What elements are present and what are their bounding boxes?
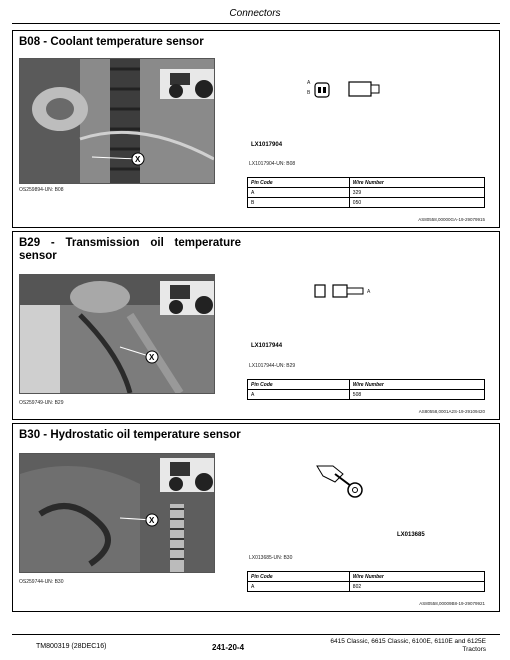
part-number: LX013685 (397, 532, 425, 538)
photo-caption: OS259749-UN: B29 (19, 400, 64, 406)
part-number: LX1017904 (251, 142, 283, 148)
part-caption: LX013685-UN: B30 (249, 555, 293, 561)
photo-b29 (19, 274, 215, 394)
pin-table (247, 571, 485, 592)
col-wire-header: Wire Number (349, 178, 484, 188)
connector-icon (305, 77, 385, 103)
section-title: B08 - Coolant temperature sensor (19, 36, 204, 48)
part-caption: LX1017944-UN: B29 (249, 363, 296, 369)
col-pin-header: Pin Code (248, 380, 350, 390)
table-row: A 329 (248, 188, 485, 198)
pin-table (247, 177, 485, 208)
part-caption: LX1017904-UN: B08 (249, 161, 296, 167)
section-b29 (12, 231, 500, 420)
models-line1: 6415 Classic, 6615 Classic, 6100E, 6110E and 6125E (330, 638, 486, 645)
part-number: LX1017944 (251, 343, 283, 349)
photo-b08 (19, 58, 215, 184)
reference-code: AS80558,00000GA-19-29079915 (418, 217, 485, 222)
photo-caption: OS259894-UN: B08 (19, 187, 64, 193)
photo-b30 (19, 453, 215, 573)
connector-icon (313, 282, 383, 302)
ring-terminal-icon (313, 460, 369, 500)
table-row: B 050 (248, 198, 485, 208)
page-header: Connectors (229, 8, 281, 19)
col-pin-header: Pin Code (248, 178, 350, 188)
footer-rule (12, 634, 500, 635)
pin-table (247, 379, 485, 400)
page-number: 241-20-4 (212, 643, 245, 652)
models-text (306, 638, 486, 654)
svg-text:X: X (149, 353, 155, 362)
svg-text:X: X (149, 516, 155, 525)
table-row: A 508 (248, 390, 485, 400)
section-title-line1: B29 - Transmission oil temperature (19, 237, 241, 249)
doc-code: TM800319 (28DEC16) (36, 643, 107, 650)
photo-caption: OS259744-UN: B30 (19, 579, 64, 585)
col-wire-header: Wire Number (349, 380, 484, 390)
header-rule (12, 23, 500, 24)
pin-label: B (307, 90, 311, 96)
section-title: B30 - Hydrostatic oil temperature sensor (19, 429, 241, 441)
svg-text:X: X (135, 155, 141, 164)
table-row: A 802 (248, 582, 485, 592)
reference-code: AS80558,00009B8-19-29079921 (419, 601, 485, 606)
col-pin-header: Pin Code (248, 572, 350, 582)
section-b30 (12, 423, 500, 612)
section-b08 (12, 30, 500, 228)
pin-label: A (307, 80, 311, 86)
col-wire-header: Wire Number (349, 572, 484, 582)
reference-code: AS80558,0001A2S-19-29109420 (418, 409, 485, 414)
pin-label: A (367, 289, 371, 295)
section-title-line2: sensor (19, 250, 57, 262)
models-line2: Tractors (462, 646, 486, 653)
